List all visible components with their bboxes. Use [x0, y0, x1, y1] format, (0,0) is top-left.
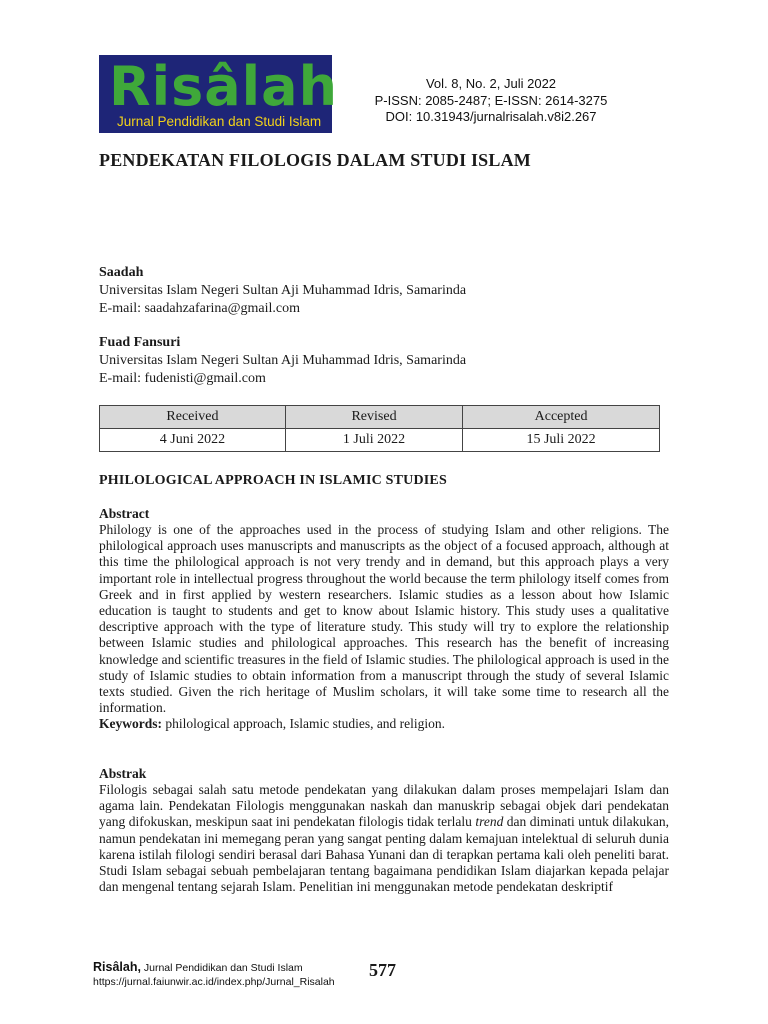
- keywords-text: philological approach, Islamic studies, and religion.: [162, 716, 446, 732]
- article-title: PENDEKATAN FILOLOGIS DALAM STUDI ISLAM: [99, 150, 531, 170]
- logo-subtitle: Jurnal Pendidikan dan Studi Islam: [117, 114, 322, 129]
- author-block: [99, 264, 466, 318]
- abstrak-body: [99, 782, 669, 895]
- author-email[interactable]: E-mail: fudenisti@gmail.com: [99, 371, 266, 386]
- footer-brand: Risâlah,: [93, 960, 141, 974]
- abstrak-italic-term: trend: [475, 814, 504, 830]
- abstrak-text: Filologis sebagai salah satu metode pendekatan yang dilakukan dalam proses mempelajari Islam dan agama lain. Pendekatan Filologis menggunakan naskah dan manuskrip sebagai objek dari pendekatan yang difokuskan, meskipun saat ini pendekatan filologis tidak terlalu: [99, 782, 669, 830]
- received-header: Received: [100, 406, 286, 429]
- author-affiliation: Universitas Islam Negeri Sultan Aji Muhammad Idris, Samarinda: [99, 283, 467, 298]
- footer-journal-name: Jurnal Pendidikan dan Studi Islam: [140, 962, 303, 974]
- abstract-heading: Abstract: [99, 506, 150, 521]
- abstrak-text-continued: dan diminati untuk dilakukan, namun pendekatan ini memegang peran yang sangat penting dalam kemajuan intelektual di seluruh dunia karena istilah filologi sendiri berasal dari Bahasa Yunani dan di terapkan pertama kali oleh peneliti barat. Studi Islam sebagai sebuah pembelajaran tentang bagaimana pendidikan Islam diajarkan kepada pelajar dan mengenal tentang sejarah Islam. Penelitian ini menggunakan metode pendekatan deskriptif: [99, 814, 669, 895]
- author-block: [99, 334, 466, 388]
- english-title: PHILOLOGICAL APPROACH IN ISLAMIC STUDIES: [99, 473, 447, 488]
- abstract-body: [99, 522, 669, 733]
- footer-journal-info: [93, 960, 335, 989]
- page-number: 577: [369, 960, 396, 980]
- author-affiliation: Universitas Islam Negeri Sultan Aji Muhammad Idris, Samarinda: [99, 353, 467, 368]
- journal-logo: [99, 55, 339, 133]
- dates-header-row: [100, 406, 660, 429]
- footer-url[interactable]: https://jurnal.faiunwir.ac.id/index.php/Jurnal_Risalah: [93, 976, 335, 988]
- author-email[interactable]: E-mail: saadahzafarina@gmail.com: [99, 301, 301, 316]
- author-name: Fuad Fansuri: [99, 335, 181, 350]
- keywords-label: Keywords:: [99, 716, 162, 732]
- revised-header: Revised: [285, 406, 462, 429]
- dates-value-row: [100, 429, 660, 452]
- volume-info: Vol. 8, No. 2, Juli 2022: [425, 76, 557, 91]
- issn-info: P-ISSN: 2085-2487; E-ISSN: 2614-3275: [374, 92, 608, 108]
- abstrak-heading: Abstrak: [99, 766, 147, 781]
- logo-name: Risâlah: [109, 55, 339, 118]
- article-dates-table: [99, 405, 660, 452]
- accepted-header: Accepted: [463, 406, 660, 429]
- accepted-date: 15 Juli 2022: [463, 429, 660, 452]
- revised-date: 1 Juli 2022: [285, 429, 462, 452]
- author-name: Saadah: [99, 265, 144, 280]
- abstract-text: Philology is one of the approaches used in the process of studying Islam and other religions. The philological approach uses manuscripts and manuscripts as the object of a focused approach, although at this time the philological approach is not very trendy and in demand, but this approach plays a very important role in intellectual progress throughout the world because the term philology itself comes from Greek and in first applied by western researchers. Islamic studies as a lesson about how Islamic education is taught to students and get to know about Islamic history. This study uses a qualitative descriptive approach with the type of literature study. This study will try to explore the relationship between Islamic studies and philological approaches. This research has the benefit of increasing knowledge and scientific treasures in the field of Islamic studies. The philological approach is used in the study of Islamic studies to obtain information from a manuscript through the study of several Islamic texts studied. Given the rich heritage of Muslim scholars, it will take some time to research all the information.: [99, 522, 669, 716]
- received-date: 4 Juni 2022: [100, 429, 286, 452]
- doi-link[interactable]: DOI: 10.31943/jurnalrisalah.v8i2.267: [385, 109, 597, 124]
- journal-meta: [372, 76, 610, 126]
